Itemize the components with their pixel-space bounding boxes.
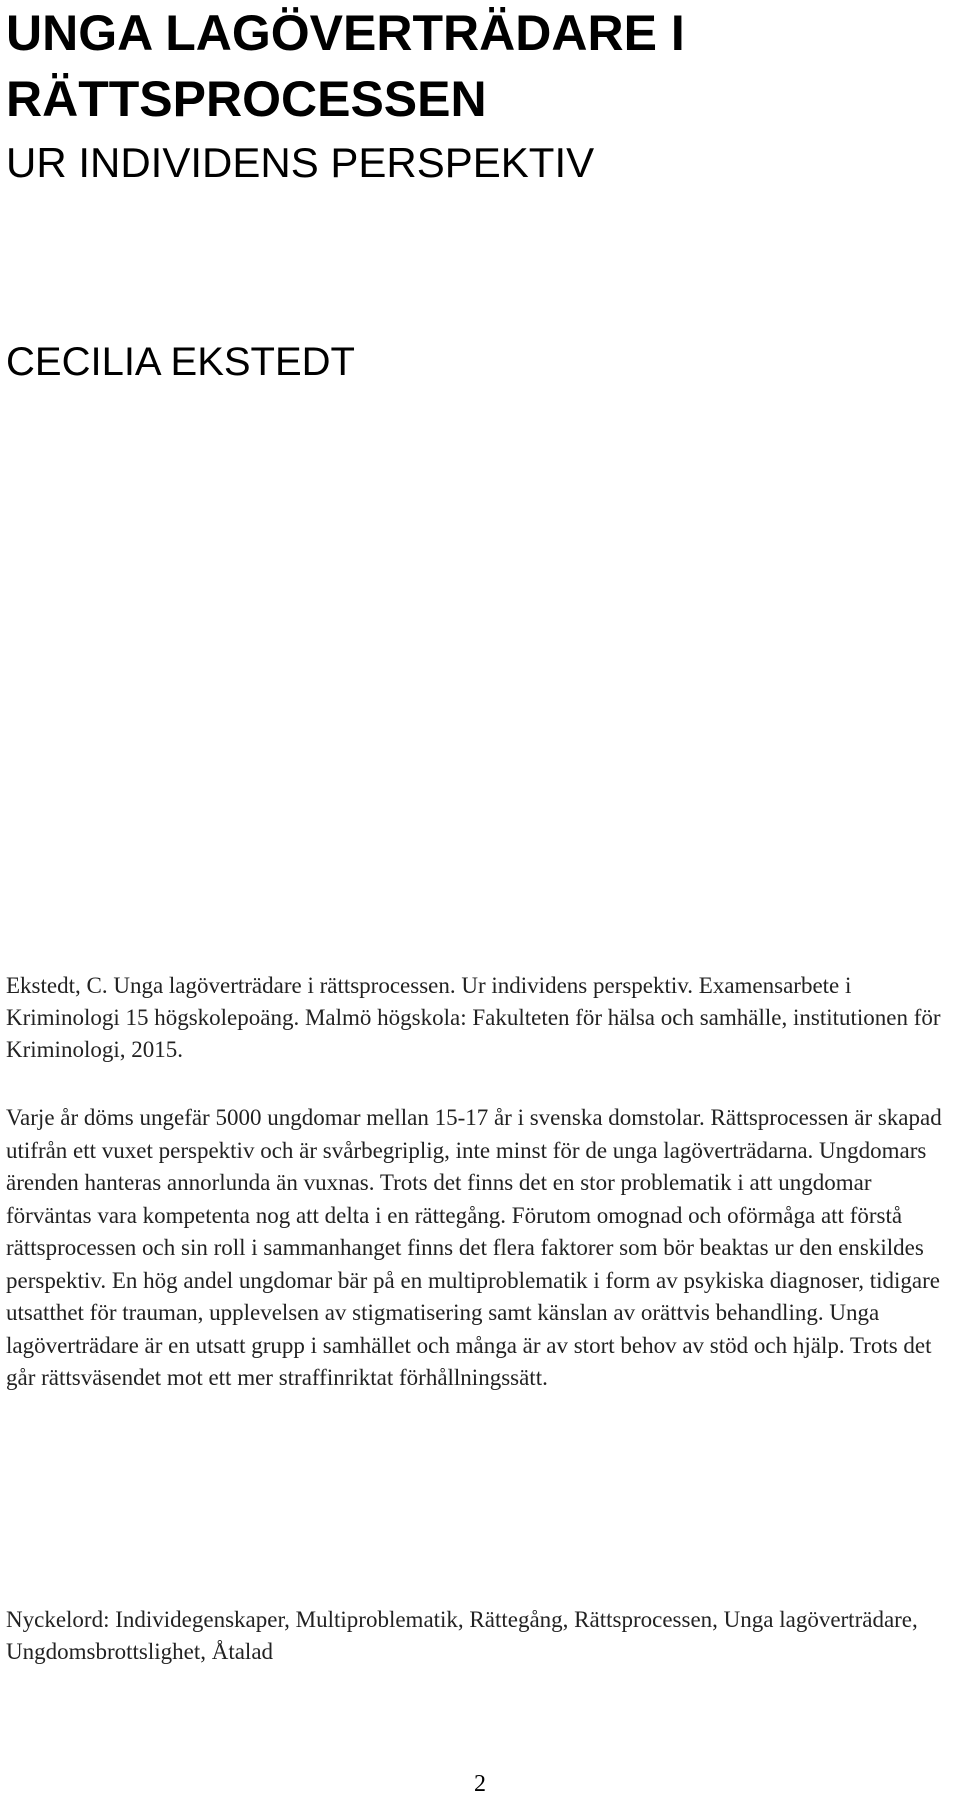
title-line-1: UNGA LAGÖVERTRÄDARE I [6,5,685,61]
citation-paragraph: Ekstedt, C. Unga lagöverträdare i rättsprocessen. Ur individens perspektiv. Examensarbete i Kriminologi 15 högskolepoäng. Malmö högskola: Fakulteten för hälsa och samhälle, institutionen för Kriminologi, 2015. [6,973,941,1062]
title-line-2: RÄTTSPROCESSEN [6,71,487,127]
page-number: 2 [474,1771,486,1797]
keywords-paragraph: Nyckelord: Individegenskaper, Multiproblematik, Rättegång, Rättsprocessen, Unga lagöverträdare, Ungdomsbrottslighet, Åtalad [6,1607,918,1664]
document-title [6,0,685,132]
author-name: CECILIA EKSTEDT [6,340,355,384]
abstract-paragraph: Varje år döms ungefär 5000 ungdomar mellan 15-17 år i svenska domstolar. Rättsprocessen är skapad utifrån ett vuxet perspektiv och är svårbegriplig, inte minst för de unga lagöverträdarna. Ungdomars ärenden hanteras annorlunda än vuxnas. Trots det finns det en stor problematik i att ungdomar förväntas vara kompetenta nog att delta i en rättegång. Förutom omognad och oförmåga att förstå rättsprocessen och sin roll i sammanhanget finns det flera faktorer som bör beaktas ur den enskildes perspektiv. En hög andel ungdomar bär på en multiproblematik i form av psykiska diagnoser, tidigare utsatthet för trauman, upplevelsen av stigmatisering samt känslan av orättvis behandling. Unga lagöverträdare är en utsatt grupp i samhället och många är av stort behov av stöd och hjälp. Trots det går rättsväsendet mot ett mer straffinriktat förhållningssätt. [6,1105,942,1390]
document-subtitle: UR INDIVIDENS PERSPEKTIV [6,139,595,186]
